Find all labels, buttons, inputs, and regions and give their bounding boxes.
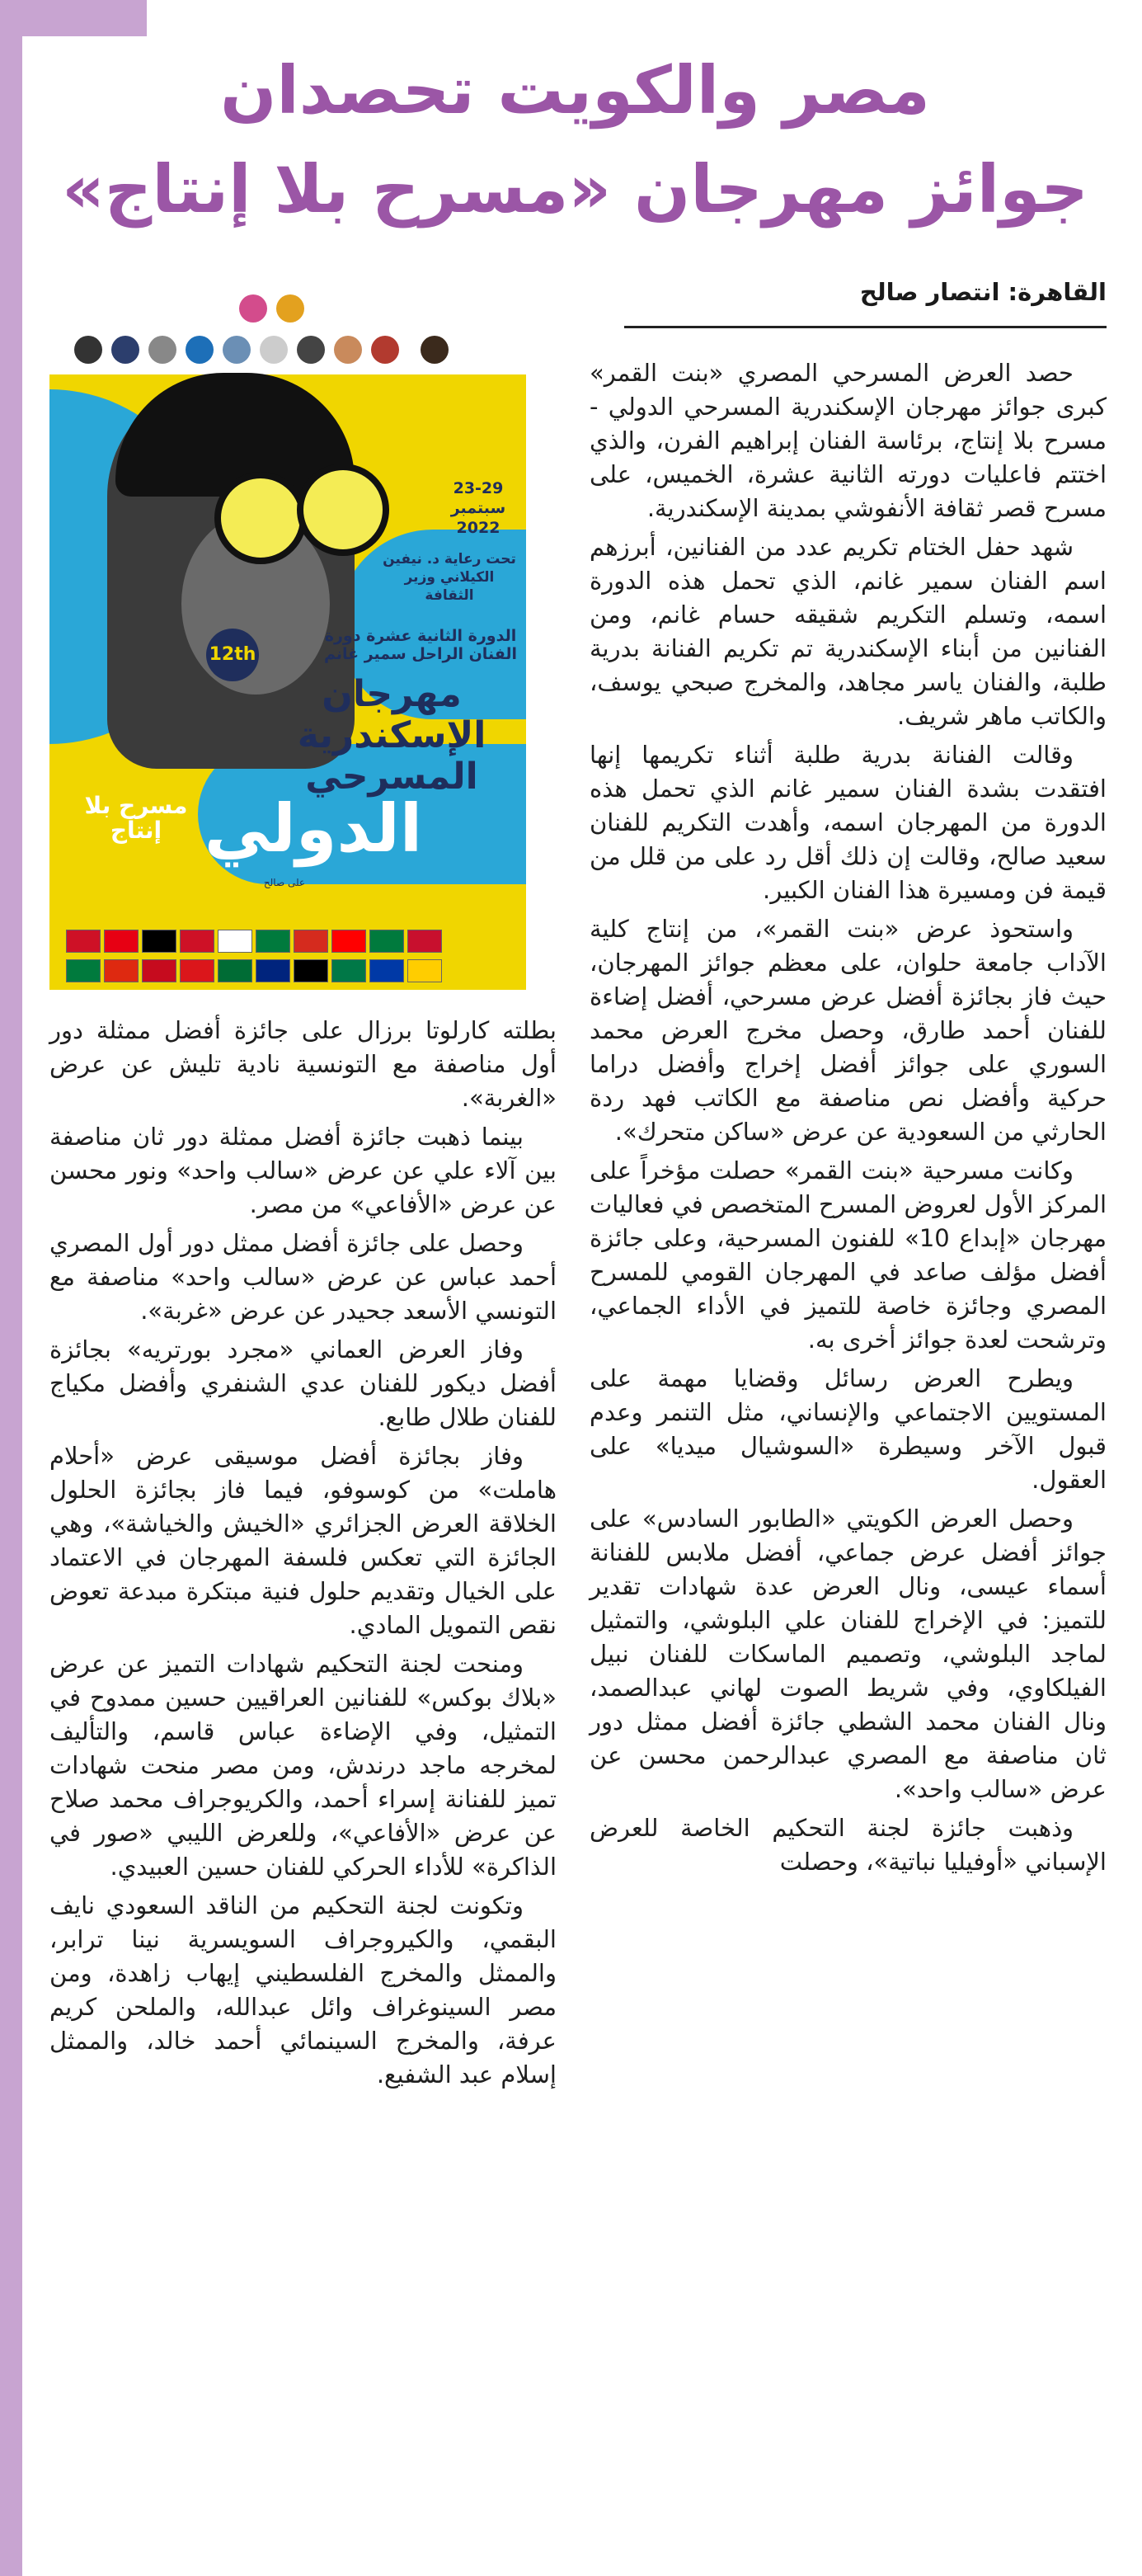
paragraph: بينما ذهبت جائزة أفضل ممثلة دور ثان مناصفة بين آلاء علي عن عرض «سالب واحد» ونور محسن عن عرض «الأفاعي» من مصر.	[49, 1123, 557, 1218]
flag-icon	[66, 959, 101, 982]
paragraph: وفاز بجائزة أفضل موسيقى عرض «أحلام هاملت» من كوسوفو، فيما فاز بجائزة الحلول الخلاقة العرض الجزائري «الخيش والخياشة»، وهي الجائزة التي تعكس فلسفة المهرجان في الاعتماد على الخيال وتقديم حلول فنية مبتكرة مبدعة تعوض نقص التمويل المادي.	[49, 1442, 557, 1639]
paragraph: وكانت مسرحية «بنت القمر» حصلت مؤخراً على المركز الأول لعروض المسرح المتخصص في فعاليات مهرجان «إبداع 10» للفنون المسرحية، وعلى جائزة أفضل مؤلف صاعد في المهرجان القومي للمسرح المصري وجائزة خاصة للتميز في الأداء الجماعي، وترشحت لعدة جوائز أخرى به.	[590, 1156, 1107, 1354]
flag-icon	[294, 930, 328, 953]
flag-icon	[142, 959, 176, 982]
poster-no-production: مسرح بلا إنتاج	[84, 792, 188, 844]
paragraph: وحصل العرض الكويتي «الطابور السادس» على جوائز أفضل عرض جماعي، أفضل ملابس للفنانة أسماء عيسى، ونال العرض عدة شهادات تقدير للتميز: في الإخراج للفنان علي البلوشي، والتمثيل لماجد البلوشي، وتصميم الماسكات للفنان نبيل الفيلكاوي، وفي شريط الصوت لهاني عبدالصمد، ونال الفنان محمد الشطي جائزة أفضل ممثل دور ثان مناصفة مع المصري عبدالرحمن محسن عن عرض «سالب واحد».	[590, 1505, 1107, 1803]
paragraph: وحصل على جائزة أفضل ممثل دور أول المصري أحمد عباس عن عرض «سالب واحد» مناصفة مع التونسي الأسعد جحيدر عن عرض «غربة».	[49, 1229, 557, 1325]
glasses-lens-icon	[214, 472, 307, 564]
decorative-frame-left	[0, 0, 22, 2576]
flag-icon	[294, 959, 328, 982]
sponsor-logo	[186, 336, 214, 364]
sponsor-logo	[148, 336, 176, 364]
flag-icon	[104, 930, 139, 953]
paragraph: ومنحت لجنة التحكيم شهادات التميز عن عرض «بلاك بوكس» للفنانين العراقيين حسين ممدوح في التمثيل، وفي الإضاءة عباس قاسم، والتأليف لمخرجه ماجد درندش، ومن مصر منحت شهادات تميز للفنانة إسراء أحمد، والكريوجراف محمد صلاح عن عرض «الأفاعي»، وللعرض الليبي «صور في الذاكرة» للأداء الحركي للفنان حسين العبيدي.	[49, 1650, 557, 1881]
sponsor-logo	[334, 336, 362, 364]
flag-icon	[331, 930, 366, 953]
festival-poster-image	[49, 282, 526, 990]
poster-international: الدولي	[204, 790, 423, 867]
sponsor-logo	[421, 336, 449, 364]
flag-icon	[369, 930, 404, 953]
article-column-left	[49, 1014, 557, 2097]
poster-patron: تحت رعاية د. نيفين الكيلاني وزير الثقافة	[383, 551, 516, 604]
sponsor-logo	[74, 336, 102, 364]
flag-icon	[218, 959, 252, 982]
glasses-lens-icon	[297, 464, 389, 556]
flag-icon	[142, 930, 176, 953]
flag-icon	[104, 959, 139, 982]
poster-edition: الدورة الثانية عشرة دورة الفنان الراحل سمير غانم	[323, 627, 518, 663]
poster-flags	[66, 930, 510, 987]
sponsor-logo	[260, 336, 288, 364]
flag-icon	[218, 930, 252, 953]
flag-icon	[180, 930, 214, 953]
flag-icon	[256, 959, 290, 982]
paragraph: شهد حفل الختام تكريم عدد من الفنانين، أبرزهم اسم الفنان سمير غانم، الذي تحمل هذه الدورة اسمه، وتسلم التكريم شقيقه حسام غانم، ومن الفنانين من أبناء الإسكندرية تم تكريم الفنانة بدرية طلبة، والفنان ياسر مجاهد، والمخرج صبحي يوسف، والكاتب ماهر شريف.	[590, 533, 1107, 730]
byline: القاهرة: انتصار صالح	[859, 278, 1107, 306]
poster-sponsor-logos	[49, 282, 526, 374]
paragraph: وقالت الفنانة بدرية طلبة أثناء تكريمها إنها افتقدت بشدة الفنان سمير غانم الذي تحمل هذه الدورة من المهرجان اسمه، وأهدت التكريم للفنان سعيد صالح، وقالت إن ذلك أقل رد على من قلل من قيمة فن ومسيرة هذا الفنان الكبير.	[590, 741, 1107, 904]
poster-credits: على صالح	[263, 877, 306, 888]
sponsor-logo	[371, 336, 399, 364]
poster-festival-name: مهرجان الإسكندرية المسرحي	[297, 673, 486, 798]
paragraph: ويطرح العرض رسائل وقضايا مهمة على المستويين الاجتماعي والإنساني، مثل التنمر وعدم قبول الآخر وسيطرة «السوشيال ميديا» على العقول.	[590, 1364, 1107, 1494]
byline-divider	[624, 326, 1107, 328]
flag-icon	[331, 959, 366, 982]
paragraph: واستحوذ عرض «بنت القمر»، من إنتاج كلية الآداب جامعة حلوان، على معظم جوائز المهرجان، حيث فاز بجائزة أفضل عرض مسرحي، أفضل إضاءة للفنان أحمد طارق، وحصل مخرج العرض محمد السوري على جوائز أفضل إخراج وأفضل دراما حركية وأفضل نص مناصفة مع الكاتب فهد ردة الحارثي من السعودية عن عرض «ساكن متحرك».	[590, 915, 1107, 1146]
flag-icon	[369, 959, 404, 982]
sponsor-logo	[276, 294, 304, 323]
paragraph: وذهبت جائزة لجنة التحكيم الخاصة للعرض الإسباني «أوفيليا نباتية»، وحصلت	[590, 1814, 1107, 1876]
sponsor-logo	[239, 294, 267, 323]
flag-icon	[256, 930, 290, 953]
paragraph: وفاز العرض العماني «مجرد بورتريه» بجائزة أفضل ديكور للفنان عدي الشنفري وأفضل مكياج للفنان طلال طابع.	[49, 1335, 557, 1431]
headline-line-2: جوائز مهرجان «مسرح بلا إنتاج»	[62, 151, 1088, 228]
article-column-right	[590, 356, 1107, 1884]
sponsor-logo	[297, 336, 325, 364]
flag-icon	[407, 959, 442, 982]
sponsor-logo	[111, 336, 139, 364]
poster-edition-badge: 12th	[206, 629, 259, 681]
flag-icon	[66, 930, 101, 953]
paragraph: حصد العرض المسرحي المصري «بنت القمر» كبرى جوائز مهرجان الإسكندرية المسرحي الدولي - مسرح بلا إنتاج، برئاسة الفنان إبراهيم الفرن، والذي اختتم فاعليات دورته الثانية عشرة، الخميس، على مسرح قصر ثقافة الأنفوشي بمدينة الإسكندرية.	[590, 359, 1107, 522]
poster-date: 23-29 سبتمبر 2022	[450, 479, 506, 537]
flag-icon	[180, 959, 214, 982]
article-headline	[33, 41, 1117, 239]
headline-line-1: مصر والكويت تحصدان	[220, 52, 930, 129]
sponsor-logo	[223, 336, 251, 364]
paragraph: بطلته كارلوتا برزال على جائزة أفضل ممثلة دور أول مناصفة مع التونسية نادية تليش عن عرض «الغربة».	[49, 1016, 557, 1112]
paragraph: وتكونت لجنة التحكيم من الناقد السعودي نايف البقمي، والكيروجراف السويسرية نينا ترابر، والممثل والمخرج الفلسطيني إيهاب زاهدة، ومن مصر السينوغراف وائل عبدالله، والملحن كريم عرفة، والمخرج السينمائي أحمد خالد، والممثل إسلام عبد الشفيع.	[49, 1891, 557, 2089]
flag-icon	[407, 930, 442, 953]
